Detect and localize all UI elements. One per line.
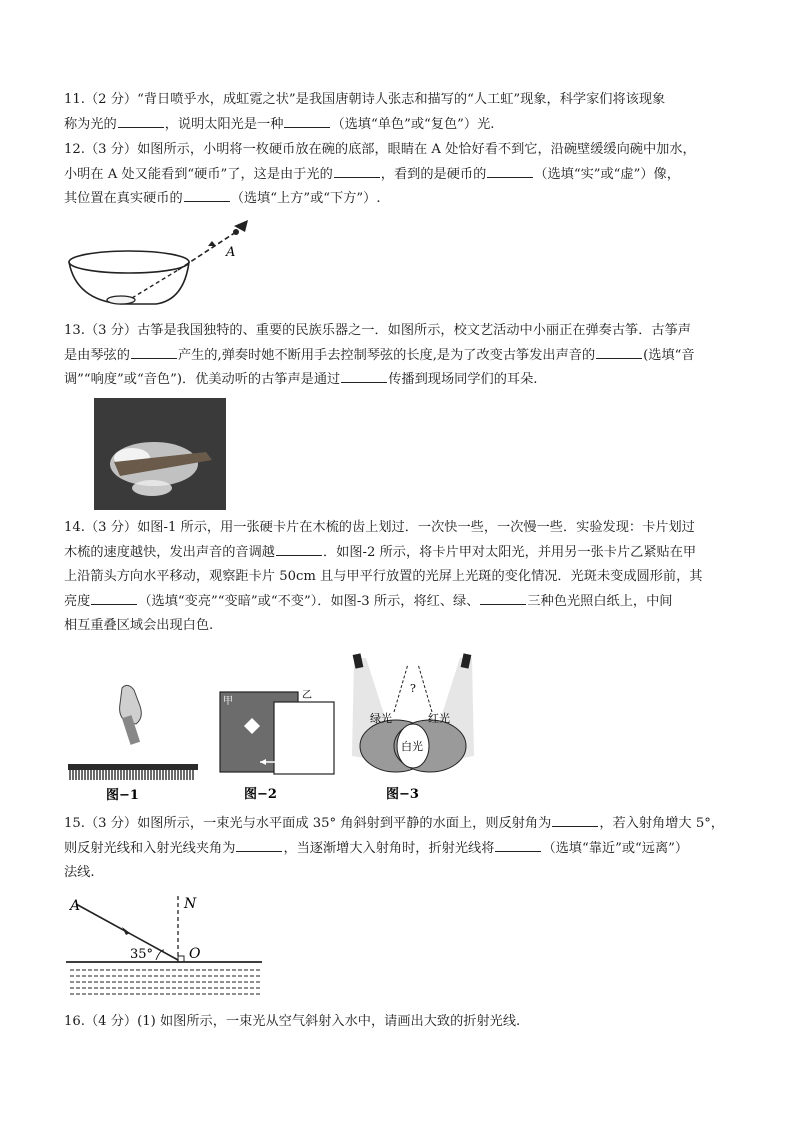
answer-blank — [131, 346, 177, 359]
question-11 — [64, 88, 744, 137]
q11-line-2 — [64, 113, 744, 138]
answer-blank — [480, 592, 526, 605]
beam-line — [418, 664, 432, 712]
q14-text: （选填“变亮”“变暗”或“不变”）．如图-3 所示，将红、绿、 — [138, 593, 480, 609]
bowl-rim — [69, 251, 189, 273]
q15-text: ，当逐渐增大入射角时，折射光线将 — [283, 840, 495, 856]
q14-text: 亮度 — [64, 593, 91, 609]
comb-spine — [68, 764, 198, 770]
question-13 — [64, 319, 744, 393]
q16-line-1: 16.（4 分）(1) 如图所示，一束光从空气斜射入水中，请画出大致的折射光线. — [64, 1014, 521, 1029]
answer-blank — [341, 370, 387, 383]
answer-blank — [284, 115, 330, 128]
label-white-light: 白光 — [401, 740, 423, 753]
question-12 — [64, 138, 744, 212]
question-mark: ? — [410, 682, 416, 695]
q11-text: ，说明太阳光是一种 — [164, 116, 284, 132]
figure-2-cards — [216, 688, 342, 804]
angle-label: 35° — [130, 947, 154, 962]
q14-text: ．如图-2 所示，将卡片甲对太阳光，并用另一张卡片乙紧贴在甲 — [323, 544, 697, 560]
q13-text: 产生的,弹奏时她不断用手去控制琴弦的长度,是为了改变古筝发出声音的 — [177, 347, 596, 363]
answer-blank — [552, 814, 598, 827]
question-15 — [64, 812, 744, 886]
q12-text: 其位置在真实硬币的 — [64, 191, 183, 206]
sight-line-dashed — [132, 270, 178, 298]
answer-blank — [487, 165, 533, 178]
figure-1-comb — [64, 676, 204, 806]
q13-text: 是由琴弦的 — [64, 347, 130, 363]
q15-text: 15.（3 分）如图所示，一束光与水平面成 35° 角斜射到平静的水面上，则反射角为 — [64, 816, 552, 831]
bowl-coin-figure — [66, 212, 266, 312]
arrow-head — [208, 241, 216, 246]
q14-line-3: 上沿箭头方向水平移动，观察距卡片 50cm 且与甲平行放置的光屏上光斑的变化情况．光斑未变成圆形前，其 — [64, 569, 703, 584]
label-o: O — [189, 946, 201, 962]
q11-line-1: 11.（2 分）“背日喷乎水，成虹霓之状”是我国唐朝诗人张志和描写的“人工虹”现象，科学家们将该现象 — [64, 92, 666, 107]
q13-text: (选填“音 — [643, 347, 695, 363]
answer-blank — [184, 189, 230, 202]
q12-text: 小明在 A 处又能看到“硬币”了，这是由于光的 — [64, 166, 333, 182]
q12-line-2 — [64, 163, 744, 188]
player-dress — [132, 480, 172, 496]
q13-line-3 — [64, 368, 744, 393]
answer-blank — [495, 839, 541, 852]
question-14 — [64, 516, 744, 639]
figure-2-caption: 图−2 — [244, 787, 277, 802]
water-lines — [70, 970, 262, 994]
answer-blank — [118, 115, 164, 128]
label-green-light: 绿光 — [370, 712, 392, 725]
label-yi: 乙 — [302, 690, 312, 701]
q15-line-2 — [64, 837, 744, 862]
q13-text: 调”“响度”或“音色”)．优美动听的古筝声是通过 — [64, 372, 341, 387]
q14-line-4 — [64, 590, 744, 615]
coin — [107, 296, 135, 304]
figure-3-light — [350, 652, 476, 804]
q11-text: 称为光的 — [64, 116, 117, 132]
answer-blank — [276, 543, 322, 556]
q13-line-2 — [64, 344, 744, 369]
q15-text: （选填“靠近”或“远离”） — [542, 840, 689, 856]
q15-line-1 — [64, 812, 744, 837]
guzheng-photo — [94, 398, 226, 510]
q14-line-2 — [64, 541, 744, 566]
answer-blank — [334, 165, 380, 178]
label-red-light: 红光 — [428, 712, 450, 725]
answer-blank — [596, 346, 642, 359]
q15-line-3: 法线. — [64, 865, 95, 880]
q12-text: （选填“上方”或“下方”）. — [230, 191, 381, 206]
right-angle-mark — [178, 956, 184, 962]
answer-blank — [236, 839, 282, 852]
label-n: N — [184, 896, 197, 912]
q14-text: 木梳的速度越快，发出声音的音调越 — [64, 544, 275, 560]
q12-text: ，看到的是硬币的 — [380, 166, 487, 182]
figure-3-caption: 图−3 — [386, 787, 419, 802]
q12-text: （选填“实”或“虚”）像， — [534, 166, 680, 182]
q13-text: 传播到现场同学们的耳朵. — [388, 372, 538, 387]
label-jia: 甲 — [223, 696, 233, 707]
card-yi — [274, 702, 334, 774]
question-16 — [64, 1010, 744, 1035]
q14-line-1: 14.（3 分）如图-1 所示，用一张硬卡片在木梳的齿上划过．一次快一些，一次慢一些．实验发现：卡片划过 — [64, 520, 695, 535]
q12-line-3 — [64, 187, 744, 212]
q15-text: 则反射光线和入射光线夹角为 — [64, 840, 236, 856]
q12-line-1: 12.（3 分）如图所示，小明将一枚硬币放在碗的底部，眼睛在 A 处恰好看不到它，沿碗壁缓缓向碗中加水， — [64, 142, 696, 157]
q13-line-1: 13.（3 分）古筝是我国独特的、重要的民族乐器之一．如图所示，校文艺活动中小丽正在弹奏古筝．古筝声 — [64, 323, 691, 338]
point-a-label: A — [226, 245, 236, 260]
reflection-figure — [66, 892, 266, 1004]
eye-pupil — [233, 229, 239, 235]
q14-text: 三种色光照白纸上，中间 — [527, 593, 673, 609]
comb-teeth — [70, 770, 193, 780]
q14-line-5: 相互重叠区域会出现白色. — [64, 618, 214, 633]
answer-blank — [91, 592, 137, 605]
label-a: A — [70, 898, 81, 914]
figure-1-caption: 图−1 — [106, 788, 139, 803]
beam-line — [394, 664, 408, 712]
q11-text: （选填“单色”或“复色”）光. — [331, 116, 495, 132]
q15-text: ，若入射角增大 5°， — [599, 816, 724, 831]
